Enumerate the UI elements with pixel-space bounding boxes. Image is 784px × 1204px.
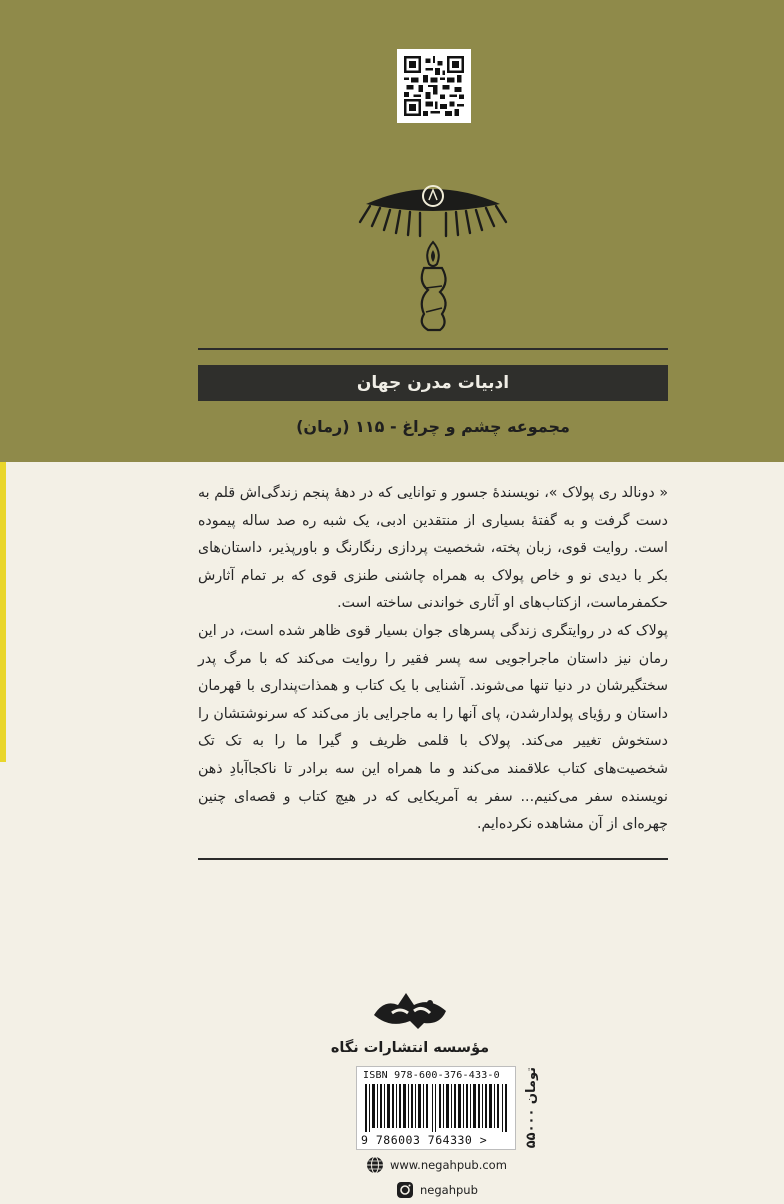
- price-text: ۵۵۰۰۰ تومان: [523, 1067, 539, 1149]
- isbn-number: ISBN 978-600-376-433-0: [363, 1070, 500, 1081]
- spine-accent-strip: [0, 462, 6, 762]
- price-label: [520, 1066, 542, 1150]
- qr-code-icon[interactable]: [397, 49, 471, 123]
- barcode-digits: 9 786003 764330 >: [361, 1133, 488, 1147]
- instagram-icon: [396, 1181, 414, 1199]
- series-title: ادبیات مدرن جهان: [198, 365, 668, 401]
- barcode-bars: [365, 1084, 509, 1132]
- isbn-barcode: [356, 1066, 516, 1150]
- negah-publisher-logo-icon: [370, 985, 450, 1033]
- website-url[interactable]: www.negahpub.com: [390, 1158, 507, 1172]
- bottom-rule: [198, 858, 668, 860]
- website-row[interactable]: [366, 1155, 507, 1175]
- instagram-handle[interactable]: negahpub: [420, 1183, 478, 1197]
- blurb-paragraph: پولاک که در روایتگری زندگی پسرهای جوان بسیار قوی ظاهر شده است، در این رمان نیز داستان ماجراجویی سه پسر فقیر را روایت می‌کند که با مرگ پدر سختگیرشان در دنیا تنها می‌شوند. آشنایی با یک کتاب و همذات‌پنداری با قهرمان داستان و رؤیای پولدارشدن، پای آنها را به ماجرایی باز می‌کند که سرنوشتشان را دستخوش تغییر می‌کند. پولاک با قلمی ظریف و گیرا ما را به تک تک شخصیت‌های کتاب علاقمند می‌کند و ما همراه این سه برادر تا ناکجاآبادِ ذهن نویسنده سفر می‌کنیم... سفر به آمریکایی که در هیچ کتاب و قصه‌ای چنین چهره‌ای از آن مشاهده نکرده‌ایم.: [198, 622, 668, 833]
- back-cover-blurb: [198, 480, 668, 839]
- globe-icon: [366, 1156, 384, 1174]
- collection-line: مجموعه چشم و چراغ - ۱۱۵ (رمان): [296, 417, 570, 436]
- instagram-row[interactable]: [396, 1180, 478, 1200]
- eye-candle-logo-icon: [358, 178, 508, 338]
- publisher-name: مؤسسه انتشارات نگاه: [330, 1040, 490, 1056]
- top-rule: [198, 348, 668, 350]
- blurb-paragraph: « دونالد ری پولاک »، نویسندهٔ جسور و توانایی که در دههٔ پنجم زندگی‌اش قلم به دست گرفت و به گفتهٔ بسیاری از منتقدین ادبی، یک شبه ره صد ساله پیموده است. روایت قوی، زبان پخته، شخصیت پردازی رنگارنگ و باورپذیر، داستان‌های بکر با دیدی نو و خاص پولاک به همراه چاشنی طنزی قوی که بر تمام آثارش حکمفرماست، ازکتاب‌های او آثاری خواندنی ساخته است.: [198, 485, 668, 612]
